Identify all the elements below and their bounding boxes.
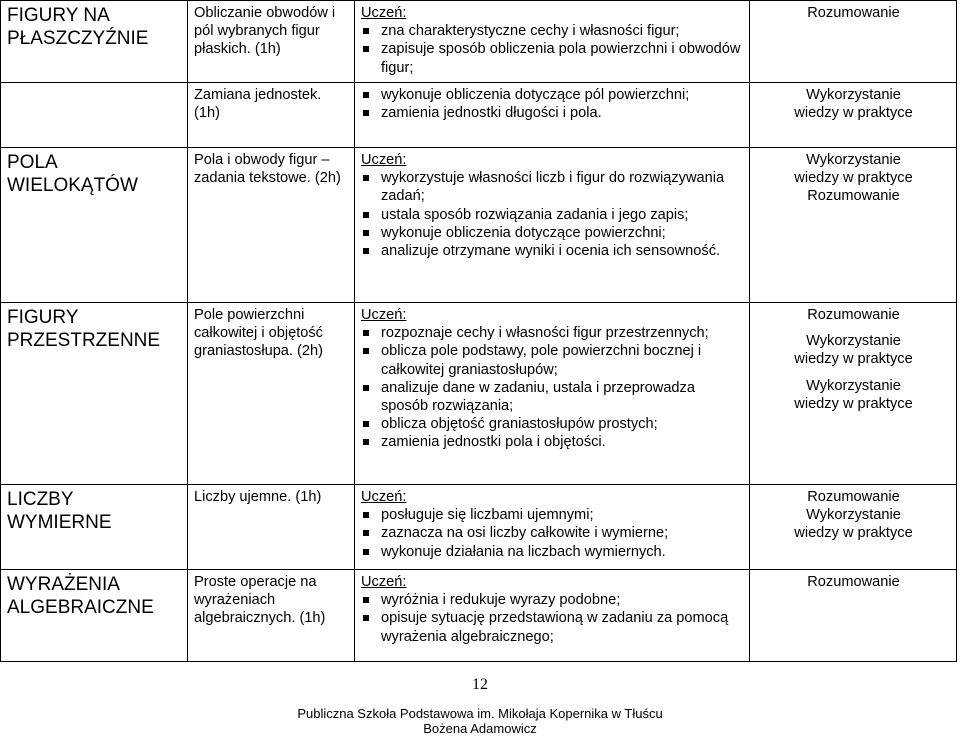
section-title: FIGURY PRZESTRZENNE [1, 303, 188, 485]
activity-form: wiedzy w praktyce [794, 105, 913, 122]
table-row [1, 1, 957, 83]
table-row [1, 570, 957, 662]
page-footer [0, 706, 960, 736]
outcomes-cell [355, 1, 750, 83]
list-item: zapisuje sposób obliczenia pola powierzchni i obwodów figur; [361, 40, 744, 76]
activity-form: Rozumowanie [807, 188, 900, 205]
student-header: Uczeń: [361, 574, 407, 590]
activity-forms-cell [750, 303, 957, 485]
list-item: zamienia jednostki długości i pola. [361, 104, 744, 122]
topic-cell: Liczby ujemne. (1h) [188, 485, 355, 570]
outcomes-cell [355, 83, 750, 148]
section-title: FIGURY NA PŁASZCZYŹNIE [1, 1, 188, 83]
table-row [1, 303, 957, 485]
outcomes-cell [355, 148, 750, 303]
section-title: LICZBY WYMIERNE [1, 485, 188, 570]
list-item: oblicza objętość graniastosłupów prostych; [361, 415, 744, 433]
list-item: zna charakterystyczne cechy i własności figur; [361, 22, 744, 40]
activity-form: Wykorzystanie [806, 377, 901, 394]
list-item: analizuje otrzymane wyniki i ocenia ich sensowność. [361, 242, 744, 260]
topic-cell: Zamiana jednostek. (1h) [188, 83, 355, 148]
list-item: posługuje się liczbami ujemnymi; [361, 506, 744, 524]
activity-forms-cell [750, 485, 957, 570]
activity-forms-cell [750, 83, 957, 148]
topic-cell: Pola i obwody figur – zadania tekstowe. (2h) [188, 148, 355, 303]
student-header: Uczeń: [361, 5, 407, 21]
list-item: wykonuje działania na liczbach wymiernych. [361, 543, 744, 561]
spacer [756, 369, 951, 377]
section-title [1, 83, 188, 148]
activity-form: Rozumowanie [807, 489, 900, 505]
topic-cell: Obliczanie obwodów i pól wybranych figur płaskich. (1h) [188, 1, 355, 83]
curriculum-table-body [1, 1, 957, 662]
activity-form: Wykorzystanie [806, 152, 901, 168]
student-header: Uczeń: [361, 152, 407, 168]
outcomes-list [361, 86, 744, 122]
outcomes-list [361, 169, 744, 260]
list-item: zamienia jednostki pola i objętości. [361, 433, 744, 451]
activity-form: Rozumowanie [807, 574, 900, 590]
list-item: zaznacza na osi liczby całkowite i wymierne; [361, 524, 744, 542]
activity-forms-cell [750, 570, 957, 662]
list-item: analizuje dane w zadaniu, ustala i przeprowadza sposób rozwiązania; [361, 379, 744, 415]
page-number: 12 [472, 676, 488, 693]
list-item: wykonuje obliczenia dotyczące powierzchni; [361, 224, 744, 242]
section-title: WYRAŻENIA ALGEBRAICZNE [1, 570, 188, 662]
activity-form: Wykorzystanie [806, 87, 901, 103]
outcomes-list [361, 22, 744, 77]
spacer [756, 324, 951, 332]
activity-form: Rozumowanie [807, 5, 900, 21]
activity-form: wiedzy w praktyce [794, 351, 913, 368]
activity-form: Rozumowanie [807, 307, 900, 323]
activity-form: wiedzy w praktyce [794, 395, 913, 412]
section-title: POLA WIELOKĄTÓW [1, 148, 188, 303]
outcomes-list [361, 591, 744, 646]
list-item: wyróżnia i redukuje wyrazy podobne; [361, 591, 744, 609]
table-row [1, 148, 957, 303]
activity-form: Wykorzystanie [806, 333, 901, 350]
table-row [1, 485, 957, 570]
list-item: ustala sposób rozwiązania zadania i jego zapis; [361, 206, 744, 224]
list-item: wykorzystuje własności liczb i figur do rozwiązywania zadań; [361, 169, 744, 205]
activity-form: Wykorzystanie [806, 507, 901, 524]
activity-forms-cell [750, 148, 957, 303]
list-item: rozpoznaje cechy i własności figur przestrzennych; [361, 324, 744, 342]
table-row [1, 83, 957, 148]
student-header: Uczeń: [361, 489, 407, 505]
outcomes-cell [355, 570, 750, 662]
topic-cell: Proste operacje na wyrażeniach algebraicznych. (1h) [188, 570, 355, 662]
outcomes-cell [355, 303, 750, 485]
list-item: wykonuje obliczenia dotyczące pól powierzchni; [361, 86, 744, 104]
outcomes-list [361, 324, 744, 451]
student-header: Uczeń: [361, 307, 407, 323]
activity-forms-cell [750, 1, 957, 83]
list-item: oblicza pole podstawy, pole powierzchni bocznej i całkowitej graniastosłupów; [361, 342, 744, 378]
activity-form: wiedzy w praktyce [794, 525, 913, 542]
footer-author: Bożena Adamowicz [423, 721, 537, 736]
outcomes-cell [355, 485, 750, 570]
outcomes-list [361, 506, 744, 561]
footer-school: Publiczna Szkoła Podstawowa im. Mikołaja Kopernika w Tłuścu [297, 706, 663, 721]
activity-form: wiedzy w praktyce [794, 170, 913, 187]
topic-cell: Pole powierzchni całkowitej i objętość graniastosłupa. (2h) [188, 303, 355, 485]
list-item: opisuje sytuację przedstawioną w zadaniu za pomocą wyrażenia algebraicznego; [361, 609, 744, 645]
